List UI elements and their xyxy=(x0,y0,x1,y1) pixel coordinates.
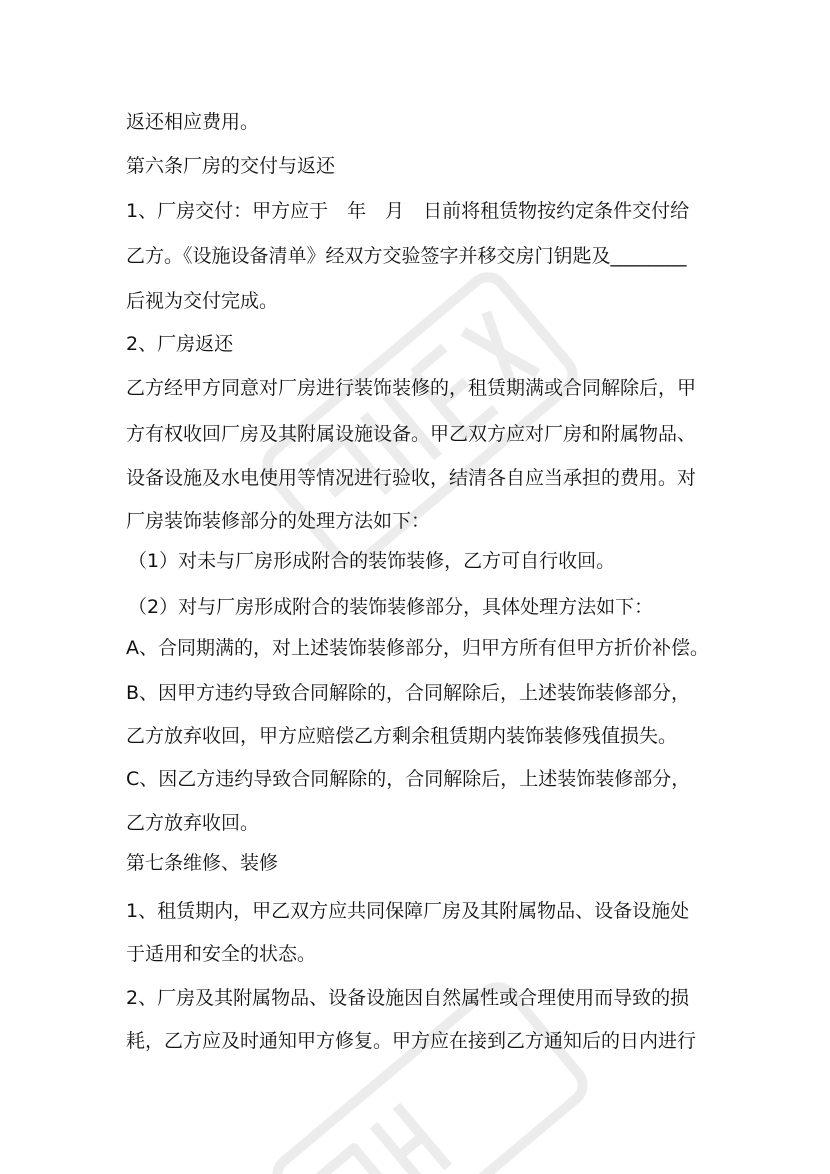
paragraph-line: 方有权收回厂房及其附属设施设备。甲乙双方应对厂房和附属物品、 xyxy=(126,423,697,445)
paragraph-line: 厂房装饰装修部分的处理方法如下： xyxy=(126,510,431,532)
list-item: （1）对未与厂房形成附合的装饰装修，乙方可自行收回。 xyxy=(128,550,616,572)
list-item: 2、厂房及其附属物品、设备设施因自然属性或合理使用而导致的损 xyxy=(126,987,690,1009)
list-item: B、因甲方违约导致合同解除的，合同解除后，上述装饰装修部分， xyxy=(126,682,691,704)
paragraph-line: 设备设施及水电使用等情况进行验收，结清各自应当承担的费用。对 xyxy=(126,467,697,489)
paragraph-line: 耗，乙方应及时通知甲方修复。甲方应在接到乙方通知后的日内进行 xyxy=(126,1030,697,1052)
paragraph-line: 乙方。《设施设备清单》经双方交验签字并移交房门钥匙及________ xyxy=(126,245,687,267)
paragraph-line: 乙方放弃收回，甲方应赔偿乙方剩余租赁期内装饰装修残值损失。 xyxy=(126,725,678,747)
list-item: C、因乙方违约导致合同解除的，合同解除后，上述装饰装修部分， xyxy=(126,768,691,790)
paragraph-line: 1、厂房交付：甲方应于 年 月 日前将租赁物按约定条件交付给 xyxy=(126,200,690,222)
subheading-factory-return: 2、厂房返还 xyxy=(126,333,234,355)
paragraph-line: 返还相应费用。 xyxy=(126,111,260,133)
paragraph-line: 后视为交付完成。 xyxy=(126,290,279,312)
list-item: 1、租赁期内，甲乙双方应共同保障厂房及其附属物品、设备设施处 xyxy=(126,900,690,922)
list-item: A、合同期满的，对上述装饰装修部分，归甲方所有但甲方折价补偿。 xyxy=(126,637,709,659)
paragraph-line: 乙方经甲方同意对厂房进行装饰装修的，租赁期满或合同解除后，甲 xyxy=(126,377,697,399)
list-item: （2）对与厂房形成附合的装饰装修部分，具体处理方法如下： xyxy=(128,596,654,618)
section-heading-article-7: 第七条维修、装修 xyxy=(126,852,279,874)
paragraph-line: 于适用和安全的状态。 xyxy=(126,943,317,965)
paragraph-line: 乙方放弃收回。 xyxy=(126,812,260,834)
section-heading-article-6: 第六条厂房的交付与返还 xyxy=(126,155,336,177)
